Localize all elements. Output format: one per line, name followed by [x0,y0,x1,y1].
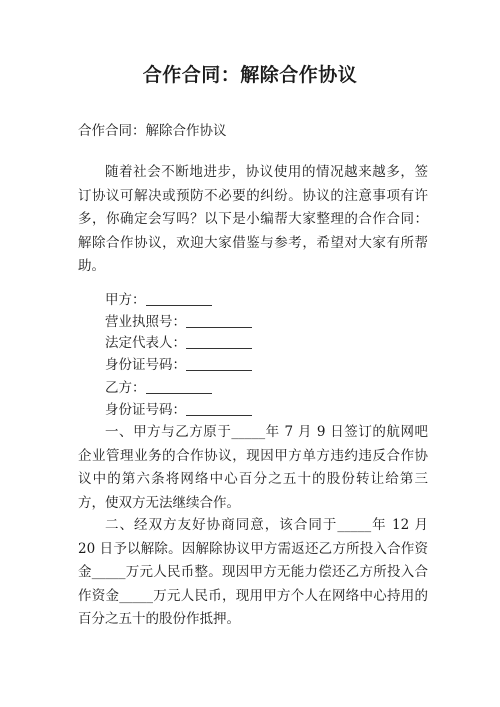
document-subtitle: 合作合同：解除合作协议 [78,123,227,139]
party-a-field [105,288,212,308]
party-b-id-blank [186,401,252,416]
party-b-blank [146,379,212,394]
party-a-id-blank [186,356,252,371]
party-b-field [105,376,212,396]
party-b-id-field [105,398,252,418]
legal-representative-label: 法定代表人： [105,335,186,351]
business-license-blank [186,313,252,328]
party-a-blank [146,291,212,306]
party-a-label: 甲方： [105,292,146,308]
business-license-label: 营业执照号： [105,314,186,330]
legal-representative-field [105,331,252,351]
business-license-field [105,310,252,330]
clause-2-paragraph: 二、经双方友好协商同意，该合同于_____年 12 月 20 日予以解除。因解除协议甲方需返还乙方所投入合作资金_____万元人民币整。现因甲方无能力偿还乙方所投入合作资金_____万元人民币，现用甲方个人在网络中心持用的百分之五十的股份作抵押。 [78,517,428,627]
clause-1-paragraph: 一、甲方与乙方原于_____年 7 月 9 日签订的航网吧企业管理业务的合作协议，现因甲方单方违约违反合作协议中的第六条将网络中心百分之五十的股份转让给第三方，使双方无法继续合作。 [78,424,428,511]
party-a-id-label: 身份证号码： [105,357,186,373]
document-title: 合作合同：解除合作协议 [142,64,358,86]
legal-representative-blank [186,334,252,349]
party-b-label: 乙方： [105,380,146,396]
party-b-id-label: 身份证号码： [105,402,186,418]
party-a-id-field [105,353,252,373]
intro-paragraph: 随着社会不断地进步，协议使用的情况越来越多，签订协议可解决或预防不必要的纠纷。协议的注意事项有许多，你确定会写吗？以下是小编帮大家整理的合作合同：解除合作协议，欢迎大家借鉴与参考，希望对大家有所帮助。 [78,164,428,274]
